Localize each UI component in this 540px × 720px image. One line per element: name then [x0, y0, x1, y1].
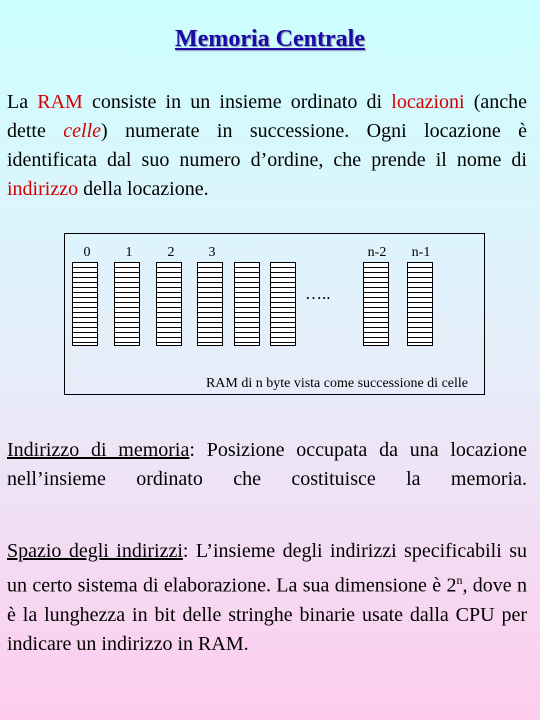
- ellipsis: …..: [305, 284, 331, 303]
- definition-term: Spazio degli indirizzi: [7, 540, 183, 562]
- ram-term: RAM: [37, 91, 83, 113]
- definition-term: Indirizzo di memoria: [7, 439, 190, 461]
- cell-label-0: 0: [83, 245, 91, 260]
- definition-text-2: , dove n è la lunghezza in bit delle stringhe binarie usate dalla CPU per indicare un indirizzo in RAM.: [7, 574, 527, 655]
- indirizzo-term: indirizzo: [7, 178, 79, 200]
- exponent: n: [456, 573, 463, 587]
- cell-label-n-1: n-1: [411, 245, 431, 260]
- intro-paragraph: [7, 88, 527, 204]
- celle-term: celle: [63, 120, 102, 142]
- definition-text: : L’insieme degli indirizzi specificabili su un certo sistema di elaborazione. La sua dimensione è 2: [7, 540, 527, 597]
- memory-cell: [270, 262, 296, 346]
- memory-cell: [72, 262, 98, 346]
- intro-text-2: consiste in un insieme ordinato di: [82, 91, 392, 113]
- intro-text-4: ) numerate in successione. Ogni locazione è identificata dal suo numero d’ordine, che prende il nome di: [7, 120, 527, 171]
- definition-spazio: [7, 537, 527, 659]
- intro-text-5: della locazione.: [78, 178, 209, 200]
- intro-text-1: La: [7, 91, 38, 113]
- definition-text: : Posizione occupata da una locazione nell’insieme ordinato che costituisce la memoria.: [7, 439, 527, 490]
- diagram-caption: RAM di n byte vista come successione di celle: [205, 376, 468, 391]
- cell-label-3: 3: [208, 245, 216, 260]
- cell-label-n-2: n-2: [367, 245, 387, 260]
- cell-label-1: 1: [125, 245, 133, 260]
- memory-cell: [197, 262, 223, 346]
- memory-cell: [114, 262, 140, 346]
- memory-cell: [234, 262, 260, 346]
- memory-cell: [156, 262, 182, 346]
- locazioni-term: locazioni: [391, 91, 465, 113]
- memory-cell: [363, 262, 389, 346]
- cell-label-2: 2: [167, 245, 175, 260]
- memory-cell: [407, 262, 433, 346]
- intro-text-3: (anche dette: [7, 91, 528, 142]
- page-title: Memoria Centrale: [175, 26, 365, 52]
- definition-indirizzo: [7, 436, 527, 494]
- ram-diagram: [64, 233, 485, 395]
